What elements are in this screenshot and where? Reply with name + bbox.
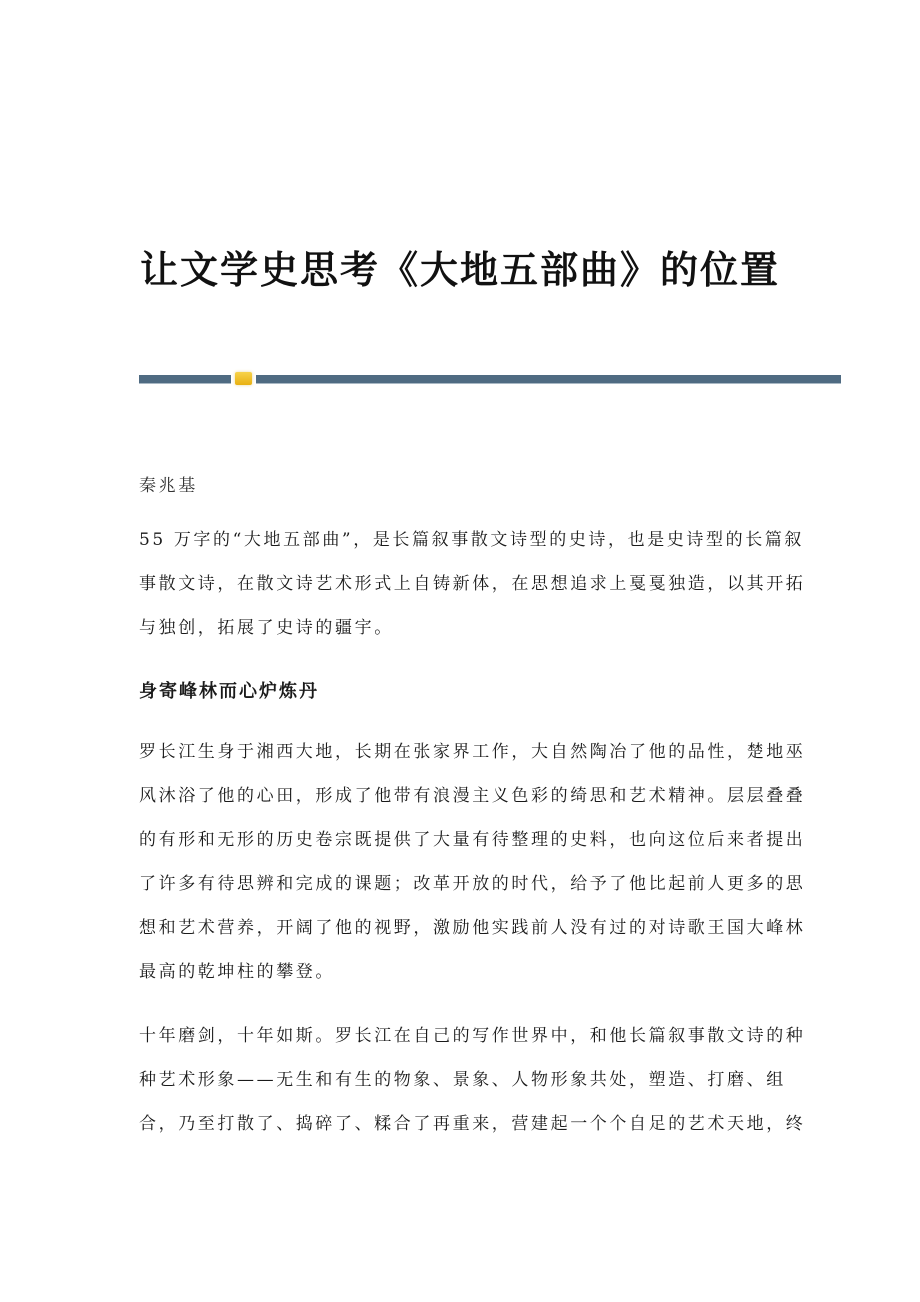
paragraph-line: 风沐浴了他的心田，形成了他带有浪漫主义色彩的绮思和艺术精神。层层叠叠 [139, 786, 806, 806]
title-divider [139, 375, 841, 384]
paragraph-line: 十年磨剑，十年如斯。罗长江在自己的写作世界中，和他长篇叙事散文诗的种 [139, 1026, 806, 1046]
document-title: 让文学史思考《大地五部曲》的位置 [139, 248, 780, 293]
paragraph-line: 事散文诗，在散文诗艺术形式上自铸新体，在思想追求上戛戛独造，以其开拓 [139, 574, 806, 594]
section-paragraph-1 [139, 730, 806, 994]
divider-bar-left [139, 375, 231, 384]
divider-bar-right [256, 375, 841, 384]
paragraph-line: 合，乃至打散了、捣碎了、糅合了再重来，营建起一个个自足的艺术天地，终 [139, 1114, 806, 1134]
intro-paragraph [139, 518, 806, 650]
paragraph-line: 最高的乾坤柱的攀登。 [139, 962, 335, 982]
paragraph-line: 罗长江生身于湘西大地，长期在张家界工作，大自然陶冶了他的品性，楚地巫 [139, 742, 806, 762]
section-heading: 身寄峰林而心炉炼丹 [139, 681, 319, 702]
author-name: 秦兆基 [139, 476, 198, 496]
paragraph-line: 55 万字的“大地五部曲”，是长篇叙事散文诗型的史诗，也是史诗型的长篇叙 [139, 530, 805, 550]
paragraph-line: 与独创，拓展了史诗的疆宇。 [139, 618, 394, 638]
paragraph-line: 的有形和无形的历史卷宗既提供了大量有待整理的史料，也向这位后来者提出 [139, 830, 806, 850]
paragraph-line: 想和艺术营养，开阔了他的视野，激励他实践前人没有过的对诗歌王国大峰林 [139, 918, 806, 938]
paragraph-line: 种艺术形象——无生和有生的物象、景象、人物形象共处，塑造、打磨、组 [139, 1070, 786, 1090]
section-paragraph-2 [139, 1014, 806, 1146]
paragraph-line: 了许多有待思辨和完成的课题；改革开放的时代，给予了他比起前人更多的思 [139, 874, 806, 894]
divider-ornament-icon [235, 372, 252, 385]
